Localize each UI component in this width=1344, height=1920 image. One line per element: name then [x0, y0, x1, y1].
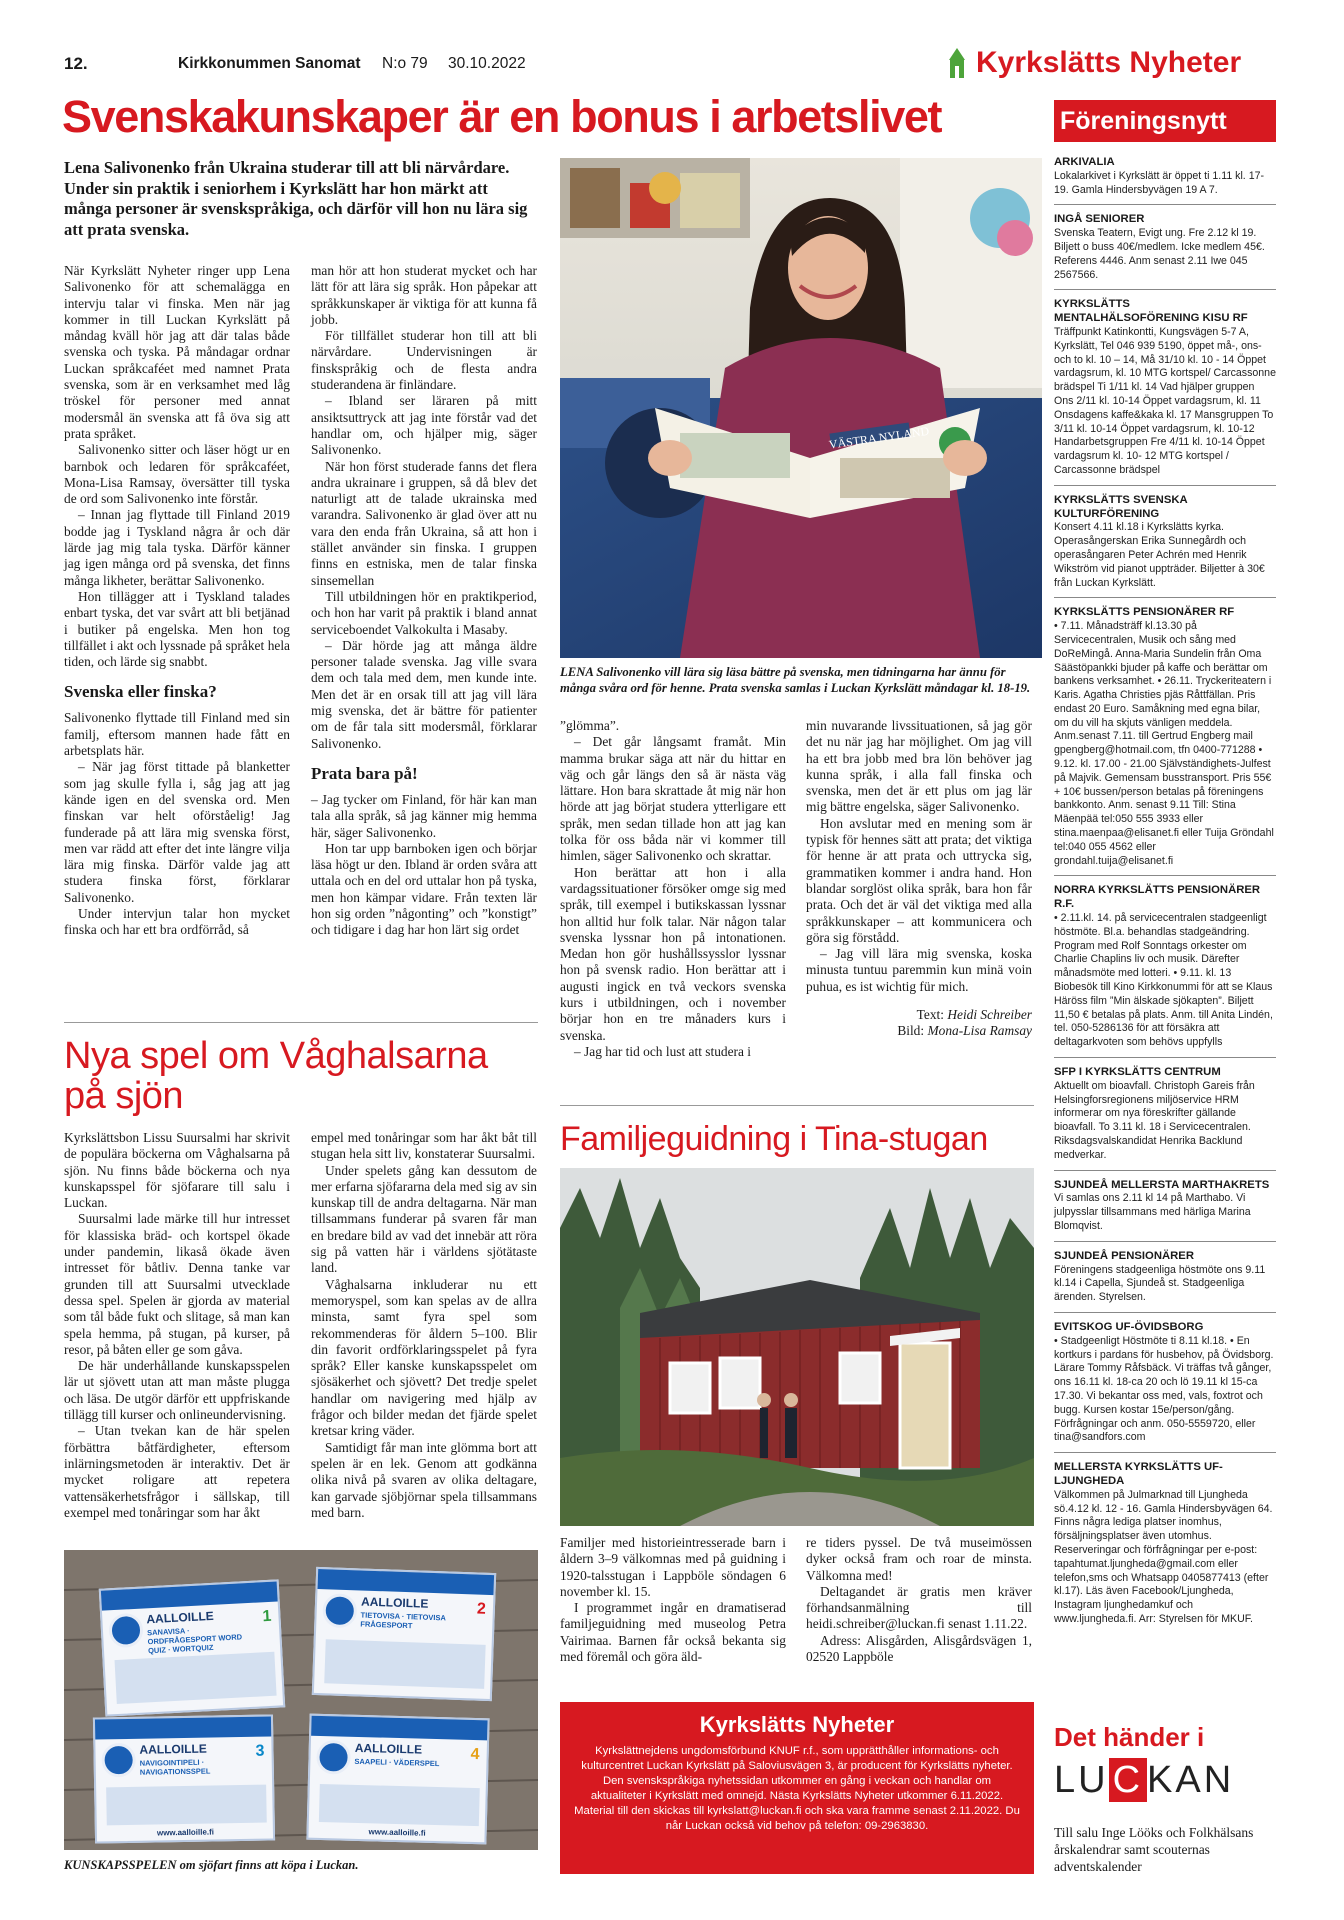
games-col-1: [64, 1130, 290, 1521]
sidebar-title: Föreningsnytt: [1054, 100, 1276, 142]
club-notice: Välkommen på Julmarknad till Ljungheda sö.4.12 kl. 12 - 16. Gamla Hindersbyvägen 64. Finns några lediga platser inomhus, försäljningsplatser även utomhus. Reserveringar och förfrågningar per e-post: tapahtumat.ljungheda@gmail.com eller telefon,sms och Whatsapp 0405877413 (efter kl.17). Läs även Facebook/Ljungheda, Instagram ljungheda​mkuf och www.ljungheda.fi. Arr: Styrelsen för MKUF.: [1054, 1488, 1273, 1625]
club-name: ARKIVALIA: [1054, 156, 1115, 168]
paragraph: Salivonenko sitter och läser högt ur en barnbok och ledaren för språkcaféet, Mona-Lisa Ramsay, översätter till tyska de ord som Salivonenko inte förstår.: [64, 442, 290, 507]
photo-caption: LENA Salivonenko vill lära sig läsa bättre på svenska, men tidningarna har ännu för många svåra ord för henne. Prata svenska samlas i Luckan Kyrkslätt måndagar kl. 18-19.: [560, 665, 1031, 695]
club-name: EVITSKOG UF-ÖVIDSBORG: [1054, 1320, 1204, 1333]
games-photo: [64, 1550, 538, 1850]
club-name: INGÅ SENIORER: [1054, 213, 1145, 226]
paragraph: – Där hörde jag att många äldre personer talade svenska. Jag ville svara dem och tala med dem, men kunde inte. Men det är en orsak till att jag vill lära mig svenska, det är bättre för patienter om de får tala sitt modersmål, förklarar Salivonenko.: [311, 637, 537, 751]
club-name: KYRKSLÄTTS PENSIONÄRER RF: [1054, 606, 1235, 619]
luckan-text: Till salu Inge Lööks och Folkhälsans årskalendrar samt scouternas adventskalender: [1054, 1825, 1254, 1874]
club-name: MELLERSTA KYRKSLÄTTS UF- LJUNGHEDA: [1054, 1461, 1223, 1487]
game-box: [93, 1714, 275, 1843]
paragraph: Adress: Alisgården, Alisgårdsvägen 1, 02520 Lappböle: [806, 1632, 1032, 1665]
paragraph: Samtidigt får man inte glömma bort att spelen är en lek. Genom att godkänna olika nivå på svaren av olika deltagare, kan garvade sjöbjörnar spela tillsammans med barn.: [311, 1439, 537, 1520]
club-notice: Vi samlas ons 2.11 kl 14 på Marthabo. Vi julpysslar tillsammans med härliga Marina Blomqvist.: [1054, 1192, 1276, 1241]
luckan-logo-text: LU: [1054, 1759, 1109, 1801]
game-box-number: 2: [476, 1600, 487, 1618]
article-col-1: [64, 263, 290, 939]
divider: [64, 1022, 538, 1023]
info-box-text: Kyrkslättnejdens ungdomsförbund KNUF r.f., som upprätthåller informations- och kulturcentret Luckan Kyrkslätt på Saloviusvägen 3, är producent för Kyrkslätts nyheter. Den svenskspråkiga nyhetssidan utkommer en gång i veckan och handlar om aktualiteter i Kyrkslätt med omnejd. Nästa Kyrkslätts Nyheter utkommer 6.11.2022. Material till den skickas till kyrkslatt@luckan.fi och ska vara framme senast 2.11.2022. Du når Luckan också vid behov på telefon: 09-2963830.: [574, 1745, 1020, 1832]
club-name: KYRKSLÄTTS SVENSKA KULTURFÖRENING: [1054, 493, 1188, 520]
byline-photographer: Mona-Lisa Ramsay: [927, 1023, 1032, 1039]
divider: [560, 1105, 1034, 1106]
issue-date: 30.10.2022: [448, 55, 526, 72]
game-box-brand: AALLOILLE: [354, 1740, 423, 1757]
club-name: KYRKSLÄTTS MENTALHÄLSOFÖRENING KISU RF: [1054, 298, 1248, 325]
club-notice: Träffpunkt Katinkontti, Kungsvägen 5-7 A, Kyrkslätt, Tel 046 939 5190, öppet må-, ons- och to kl. 10 – 14, Må 31/10 kl. 10 - 14 Öppet vardagsrum, kl. 10 MTG kortspel/ Carcassonne brädspel Ti 1/11 kl. 14 Vad hjälper gruppen Ons 2/11 kl. 10-14 Öppet vardagsrum, kl. 11 Onsdagens kaffe&kaka kl. 17 Mansgruppen To 3/11 kl. 10-14 Öppet vardagsrum, kl. 10-12 Handarbetsgruppen Fre 4/11 kl. 10-14 Öppet vardagsrum kl. 10- 12 MTG kortspel / Carcassonne brädspel: [1054, 326, 1276, 486]
paragraph: – När jag först tittade på blanketter som jag skulle fylla i, såg jag att jag kände igen en del svenska ord. Men finskan var helt oförståelig! Jag funderade på att lära mig svenska först, men var rädd att efter det inte längre vilja lära mig finska. Därför valde jag att studera finska först, förklarar Salivonenko.: [64, 759, 290, 905]
paragraph: – Det går långsamt framåt. Min mamma brukar säga att när du hittar en väg och går längs den så är nästa väg lättare. Hon bara skrattade åt mig när hon hörde att jag börjat studera ytterligare ett språk, men sedan tillade hon att jag kan tolka för oss båda när vi kommer till himlen, säger Salivonenko och skrattar.: [560, 734, 786, 864]
byline-author: Heidi Schreiber: [947, 1007, 1032, 1023]
paragraph: När hon först studerade fanns det flera andra ukrainare i gruppen, så då blev det naturligt att de talade ukrainska med varandra. Salivonenko är glad över att nu vara den enda från Ukraina, så att hon i stället använder sin finska. I gruppen finns en estniska, men de talar finska sinsemellan: [311, 458, 537, 588]
games-headline: Nya spel om Våghalsarna på sjön: [64, 1035, 488, 1117]
games-col-2: [311, 1130, 537, 1521]
paragraph: min nuvarande livssituationen, så jag gör det nu när jag har möjlighet. Om jag vill ha ett bra jobb med bra lön behöver jag kunna språk, i alla fall finska och svenska, men det är ett plus om jag lär mig bättre engelska, säger Salivonenko.: [806, 718, 1032, 815]
luckan-logo-c: C: [1109, 1758, 1147, 1802]
paragraph: Hon tar upp barnboken igen och börjar läsa högt ur den. Ibland är orden svåra att uttala och en del ord uttalar hon på tyska, men hon kämpar vidare. Från texten lär hon sig orden ”någonting” och ”konstigt” och tidigare i dag har hon lärt sig ordet: [311, 840, 537, 938]
club-name: NORRA KYRKSLÄTTS PENSIONÄRER R.F.: [1054, 884, 1261, 911]
paragraph: Deltagandet är gratis men kräver förhandsanmälning till heidi.schreiber@luckan.fi senast 1.11.22.: [806, 1583, 1032, 1632]
club-name: SFP I KYRKSLÄTTS CENTRUM: [1054, 1066, 1221, 1079]
brand-title: Kyrkslätts Nyheter: [976, 46, 1242, 79]
main-headline: Svenskakunskaper är en bonus i arbetslivet: [62, 91, 942, 142]
tina-headline: Familjeguidning i Tina-stugan: [560, 1120, 988, 1158]
article-col-4: [806, 718, 1032, 1040]
game-box-number: 1: [262, 1607, 272, 1626]
paragraph: Under intervjun talar hon mycket finska och har ett bra ordförråd, så: [64, 905, 290, 938]
club-notice: Aktuellt om bioavfall. Christoph Gareis från Helsingforsregionens miljöservice HRM informerar om nya föreskrifter gällande bioavfall. To 3.11 kl. 18 i Servicecentralen. Riksdagsvalskandidat Henrika Backlund medverkar.: [1054, 1080, 1276, 1171]
luckan-logo: [1054, 1758, 1234, 1802]
tina-col-1: [560, 1535, 786, 1665]
lena-photo: [560, 158, 1042, 658]
newspaper-masthead: VÄSTRA NYLAND: [827, 423, 930, 452]
paragraph: Kyrkslättsbon Lissu Suursalmi har skrivit de populära böckerna om Våghalsarna på sjön. Nu finns både böckerna och nya kunskapsspel för sjöfarare till salu i Luckan.: [64, 1130, 290, 1211]
paragraph: För tillfället studerar hon till att bli närvårdare. Undervisningen är finskspråkig och de flesta andra studerandena är finländare.: [311, 328, 537, 393]
game-box-url: www.aalloille.fi: [368, 1827, 426, 1838]
game-box-title: TIETOVISA · TIETOVISA FRÅGESPORT: [360, 1610, 446, 1631]
club-notice: • Stadgeenligt Höstmöte ti 8.11 kl.18. • En kortkurs i pardans för husbehov, på Övidsborg. Lärare Tommy Råfsbäck. Vi träffas två gånger, ons 16.11 kl. 18-ca 20 och lö 19.11 kl 15-ca 17.30. Vi bekantar oss med, vals, foxtrot och bugg. Kursen kostar 15e/person/gång. Förfrågningar och anm. 050-5559720, eller tina@sandfors.com: [1054, 1335, 1276, 1453]
paragraph: empel med tonåringar som har åkt båt till stugan hela sitt liv, konstaterar Suursalmi.: [311, 1130, 537, 1162]
game-box-url: www.aalloille.fi: [156, 1827, 215, 1838]
luckan-logo-text: KAN: [1147, 1759, 1235, 1801]
paragraph: – Jag vill lära mig svenska, koska minusta tuntuu paremmin kun minä voin puhua, es ist wichtig für mich.: [806, 946, 1032, 994]
paragraph: ”glömma”.: [560, 718, 620, 733]
paragraph: Våghalsarna inkluderar nu ett memoryspel, som kan spelas av de allra minsta, samt fyra spel som rekommenderas för åldern 5–100. Blir din favorit ordförklaringsspelet på fyra språk? Eller kanske kunskapsspelet om sjösäkerhet och sjövett? Det tredje spelet handlar om navigering med hjälp av frågor och bilder medan det fjärde spelet kretsar kring väder.: [311, 1276, 537, 1439]
game-box-title: SANAVISA · ORDFRÅGESPORT WORD QUIZ · WORTQUIZ: [146, 1626, 243, 1656]
byline-label: Text:: [916, 1007, 944, 1023]
info-box: [560, 1702, 1034, 1874]
masthead: [64, 46, 1280, 82]
games-caption: KUNSKAPSSPELEN om sjöfart finns att köpa i Luckan.: [64, 1858, 359, 1872]
paragraph: Suursalmi lade märke till hur intresset för klassiska bräd- och kortspel ökade under pandemin, likaså ökade även intresset för båtliv. Denna tanke var grunden till att Suursalmi utvecklade dessa spel. Spelen är gjorda av material som tål både fukt och slitage, så man kan spela hemma, på stugan, på kurser, på resor, på båten eller ge som gåva.: [64, 1211, 290, 1357]
paragraph: Familjer med historieintresserade barn i åldern 3–9 välkomnas med på guidning i 1920-talsstugan i Lappböle söndagen 6 november kl. 15.: [560, 1535, 786, 1599]
game-box-brand: AALLOILLE: [360, 1594, 429, 1611]
paragraph: – Jag har tid och lust att studera i: [574, 1043, 752, 1059]
game-box: [312, 1567, 496, 1701]
paragraph: Hon berättar att hon i alla vardagssituationer försöker omge sig med språk, till exempel i butikskassan lyssnar hon alltid hur folk talar. När någon talar svenska lyssnar hon på intonationen. Medan hon gör hushållssysslor lyssnar hon på svensk radio. Hon berättar att i augusti ingick en två veckors svenska kurs i utbildningen, och i november börjar hon en tre månaders kurs i svenska.: [560, 864, 786, 1043]
club-notice: Konsert 4.11 kl.18 i Kyrkslätts kyrka. Operasångerskan Erika Sunnegårdh och operasångaren Peter Achrén med Henrik Wikström vid pianot uppträder. Biljetter à 30€ från Luckan Kyrkslätt.: [1054, 521, 1276, 598]
issue-number: N:o 79: [382, 55, 428, 72]
info-box-title: Kyrkslätts Nyheter: [699, 1712, 895, 1737]
paragraph: Salivonenko flyttade till Finland med sin familj, eftersom mannen hade fått en arbetsplats här.: [64, 710, 290, 759]
game-box-title: SAAPELI · VÄDERSPEL: [354, 1756, 440, 1769]
club-notice: • 2.11.kl. 14. på servicecentralen stadgeenligt höstmöte. Bl.a. behandlas stadgeändring. Program med Rolf Sonntags orkester om Charlie Chaplins liv och musik. Därefter månadsmöte med lotteri. • 9.11. kl. 13 Biobesök till Kino Kirkkonummi för att se Klaus Häröss film ”Min älskade sjökapten”. Biljett 11,50 € betalas på plats. Anm. till Anita Lindén, tel. 050-5286136 för att försäkra att deltagarkvoten som behövs uppfylls: [1054, 912, 1276, 1058]
paragraph: Under spelets gång kan dessutom de mer erfarna sjöfararna dela med sig av sin kunskap till de andra deltagarna. När man tillsammans funderar på svaren får man en bredare bild av vad det innebär att röra sig på vatten här i världens sjötätaste land.: [311, 1162, 537, 1276]
subheading: Prata bara på!: [311, 763, 418, 783]
paragraph: Till utbildningen hör en praktikperiod, och hon har varit på praktik i bland annat serviceboendet Valkokulta i Masaby.: [311, 588, 537, 637]
tina-col-2: [806, 1535, 1032, 1665]
paragraph: – Jag tycker om Finland, för här kan man tala alla språk, så jag känner mig hemma här, säger Salivonenko.: [311, 791, 537, 840]
game-box-brand: AALLOILLE: [139, 1741, 207, 1757]
game-box: [99, 1579, 285, 1716]
paragraph: re tiders pyssel. De två museimössen dyker också fram och roar de minsta. Välkomna med!: [806, 1535, 1032, 1583]
article-col-3: [560, 718, 786, 1060]
paragraph: man hör att hon studerat mycket och har lätt för att lära sig språk. Hon påpekar att språkkunskaper är viktiga för att kunna få jobb.: [311, 263, 537, 327]
paragraph: När Kyrkslätt Nyheter ringer upp Lena Salivonenko för att schemalägga en intervju talar vi finska. Men när jag kommer in till Luckan Kyrkslätt på måndag kväll hör jag att där talas både svenska och tyska. På måndagar ordnar Luckan språkcaféet med namnet Prata svenska, som är en verksamhet med låg tröskel för personer med annat modersmål än svenska att få öva sig att prata språket.: [64, 263, 290, 441]
byline-label: Bild:: [897, 1023, 925, 1039]
paragraph: – Innan jag flyttade till Finland 2019 bodde jag i Tyskland några år och där lärde jag mig tala tyska. Därför känner jag igen många ord på svenska, det finns många likheter, berättar Salivonenko.: [64, 507, 290, 588]
game-box: [306, 1714, 489, 1845]
church-logo-icon: [944, 46, 970, 80]
club-notice: • 7.11. Månadsträff kl.13.30 på Servicecentralen, Musik och sång med DoReMingå. Anna-Maria Sundelin från Oma Säästöpankki bjuder på kaffe och berättar om bankens verksamhet. • 26.11. Tryckeriteatern i Karis. Agatha Christies pjäs Råttfällan. Pris endast 20 Euro. Samåkning med egna bilar, om du vill ha skjuts vänligen meddela. Anm.senast 7.11. till Gertrud Engberg mail gpengberg@hotmail.com, tfn 0400-771288 • 9.12. kl. 17.00 - 21.00 Självständighets-Julfest på Majvik. Gemensam busstransport. Pris 55€ + 10€ bussen/person betalas på föreningens bankkonto. Anm. senast 9.11 Till: Stina Mäenpää tel:050 555 3933 eller stina.maenpaa@elisanet.fi eller Tuija Gröndahl tel:040 055 4562 eller grondahl.tuija@elisanet.fi: [1054, 620, 1276, 876]
page-number: 12.: [64, 54, 88, 73]
ingress: Lena Salivonenko från Ukraina studerar till att bli närvårdare. Under sin praktik i seniorhem i Kyrkslätt har hon märkt att många personer är svenskspråkiga, och därför vill hon nu lära sig att prata svenska.: [64, 158, 528, 239]
club-notice: Lokalarkivet i Kyrkslätt är öppet ti 1.11 kl. 17-19. Gamla Hindersbyvägen 19 A 7.: [1054, 170, 1276, 206]
tina-photo: [560, 1168, 1034, 1526]
paragraph: Hon avslutar med en mening som är typisk för hennes sätt att prata; det viktiga för henne är att prata och uttrycka sig, grammatiken kommer i andra hand. Hon blandar sorglöst olika språk, bara hon får prata. Och det är väl det viktiga med alla språkkunskaper – att kommunicera och göra sig förstådd.: [806, 815, 1032, 945]
subheading: Svenska eller finska?: [64, 682, 217, 702]
paragraph: De här underhållande kunskapsspelen lär ut sjövett utan att man måste plugga och läsa. De utgör därför ett uppfriskande tillägg till kurser och onlineundervisning.: [64, 1358, 290, 1423]
game-box-brand: AALLOILLE: [146, 1608, 215, 1627]
game-box-number: 4: [470, 1745, 480, 1764]
game-box-number: 3: [255, 1742, 265, 1760]
luckan-heading: Det händer i: [1054, 1722, 1205, 1752]
club-name: SJUNDEÅ PENSIONÄRER: [1054, 1249, 1194, 1262]
sidebar: [1054, 100, 1276, 1634]
paragraph: Hon tillägger att i Tyskland talades enbart tyska, det var svårt att bli betjänad i butiker på engelska. Men hon tog tillfället i akt och lyssnade på språket hela tiden, och lärde sig snabbt.: [64, 588, 290, 670]
article-col-2: [311, 263, 537, 939]
club-name: SJUNDEÅ MELLERSTA MARTHAKRETS: [1054, 1178, 1270, 1191]
paper-name: Kirkkonummen Sanomat: [178, 55, 361, 72]
club-notice: Föreningens stadgeenliga höstmöte ons 9.11 kl.14 i Capella, Sjundeå st. Stadgeenliga ärenden. Styrelsen.: [1054, 1264, 1276, 1313]
paragraph: I programmet ingår en dramatiserad familjeguidning med museolog Petra Vairimaa. Barnen får också bekanta sig med föremål och göra äld-: [560, 1600, 786, 1665]
game-box-title: NAVIGOINTIPELI · NAVIGATIONSSPEL: [139, 1757, 211, 1777]
club-notice: Svenska Teatern, Evigt ung. Fre 2.12 kl 19. Biljett o buss 40€/medlem. Icke medlem 45€. Referens 4446. Anm senast 2.11 Iwe 045 2567566.: [1054, 227, 1276, 290]
paragraph: – Ibland ser läraren på mitt ansiktsuttryck att jag inte förstår vad det handlar om, och hjälper mig, säger Salivonenko.: [311, 393, 537, 458]
paragraph: – Utan tvekan kan de här spelen förbättra båtfärdigheter, eftersom inlärningsmetoden är interaktiv. Det är mycket roligare att repetera vattensäkerhetsfrågor i sällskap, till exempel med tonåringar som har åkt: [64, 1423, 290, 1520]
